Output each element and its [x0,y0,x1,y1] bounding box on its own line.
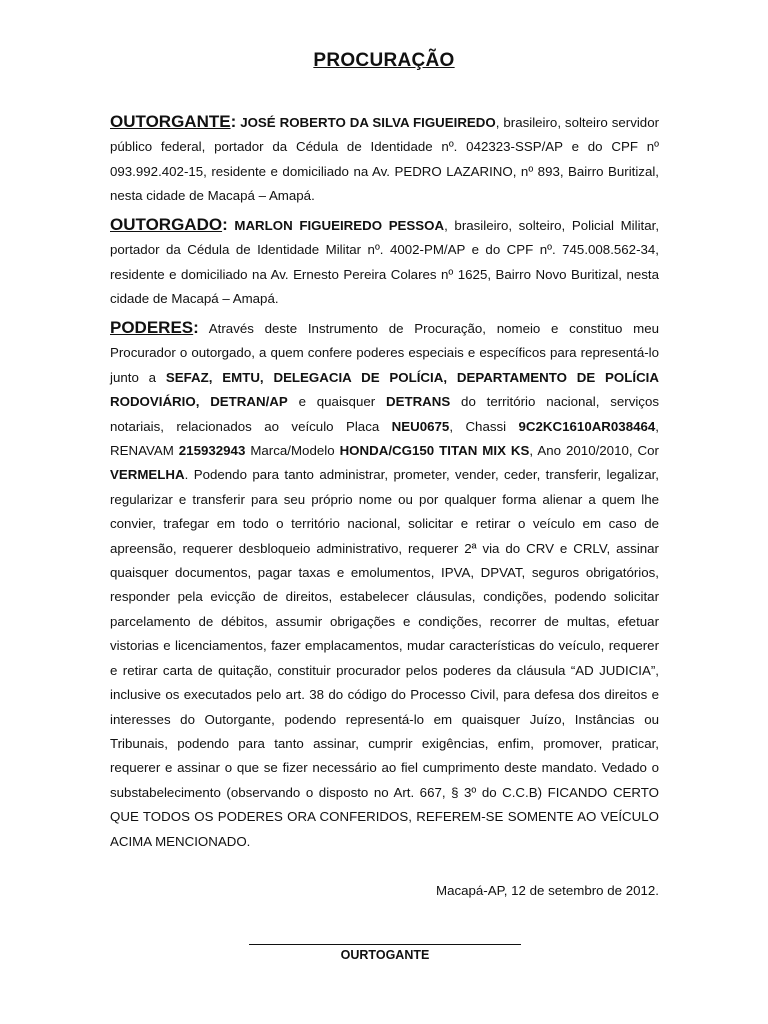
vehicle-chassis: 9C2KC1610AR038464 [518,418,656,434]
vehicle-color: VERMELHA [110,467,185,483]
poderes-detrans: DETRANS [385,394,451,410]
outorgado-colon: : [222,215,228,234]
date-line: Macapá-AP, 12 de setembro de 2012. [436,883,659,898]
poderes-text: Marca/Modelo [245,443,340,459]
poderes-text: Através deste Instrumento de Procuração, nomeio e constituo meu Procurador o outorgado, a quem confere poderes especiais e específicos para representá-lo junto a [110,321,659,385]
poderes-text: do território nacional, serviços notariais, relacionados ao veículo Placa [110,394,659,434]
poderes-text: , RENAVAM [110,418,659,459]
outorgado-paragraph [110,213,659,312]
vehicle-model: HONDA/CG150 TITAN MIX KS [339,443,530,459]
poderes-agencies: SEFAZ, EMTU, DELEGACIA DE POLÍCIA, DEPARTAMENTO DE POLÍCIA RODOVIÁRIO, DETRAN/AP [110,369,659,410]
outorgante-text: , brasileiro, solteiro servidor público federal, portador da Cédula de Identidade nº. 042323-SSP/AP e do CPF nº 093.992.402-15, residente e domiciliado na Av. PEDRO LAZARINO, nº 893, Bairro Buritizal, nesta cidade de Macapá – Amapá. [110,115,660,204]
vehicle-renavam: 215932943 [178,443,246,459]
outorgante-colon: : [230,112,237,131]
poderes-text: e quaisquer [287,394,386,410]
outorgante-label: OUTORGANTE [110,112,231,131]
poderes-text: . Podendo para tanto administrar, prometer, vender, ceder, transferir, legalizar, regularizar e transferir para seu próprio nome ou por qualquer forma alienar a quem lhe convier, trafegar em todo o território nacional, solicitar e retirar o veículo em caso de apreensão, requerer desbloqueio administrativo, requerer 2ª via do CRV e CRLV, assinar quaisquer documentos, pagar taxas e emolumentos, IPVA, DPVAT, seguros obrigatórios, responder pela evicção de direitos, estabelecer cláusulas, condições, podendo solicitar parcelamento de débitos, assumir obrigações e condições, recorrer de multas, efetuar vistorias e licenciamentos, fazer emplacamentos, mudar características do veículo, requerer e retirar carta de quitação, constituir procurador pelos poderes da cláusula “AD JUDICIA”, inclusive os executados pelo art. 38 do código do Processo Civil, para defesa dos direitos e interesses do Outorgante, podendo representá-lo em quaisquer Juízo, Instâncias ou Tribunais, podendo para tanto assinar, cumprir exigências, enfim, promover, praticar, requerer e assinar o que se fizer necessário ao fiel cumprimento deste mandato. Vedado o substabelecimento (observando o disposto no Art. 667, § 3º do C.C.B) FICANDO CERTO QUE TODOS OS PODERES ORA CONFERIDOS, REFEREM-SE SOMENTE AO VEÍCULO ACIMA MENCIONADO. [110,467,659,849]
outorgado-name: MARLON FIGUEIREDO PESSOA [234,218,445,233]
outorgante-name: JOSÉ ROBERTO DA SILVA FIGUEIREDO [240,115,496,130]
poderes-label: PODERES [110,318,194,337]
outorgante-paragraph [110,110,659,209]
poderes-colon: : [193,318,199,337]
vehicle-plate: NEU0675 [391,418,450,434]
signature-label: OURTOGANTE [340,948,430,962]
signature-line [249,944,521,945]
document-title: PROCURAÇÃO [313,50,455,71]
poderes-text: , Chassi [449,418,519,434]
poderes-paragraph [110,316,659,854]
outorgado-text: , brasileiro, solteiro, Policial Militar, portador da Cédula de Identidade Militar nº. 4002-PM/AP e do CPF nº. 745.008.562-34, residente e domiciliado na Av. Ernesto Pereira Colares nº 1625, Bairro Novo Buritizal, nesta cidade de Macapá – Amapá. [110,218,660,307]
outorgado-label: OUTORGADO [110,215,223,234]
poderes-text: , Ano 2010/2010, Cor [529,443,659,459]
